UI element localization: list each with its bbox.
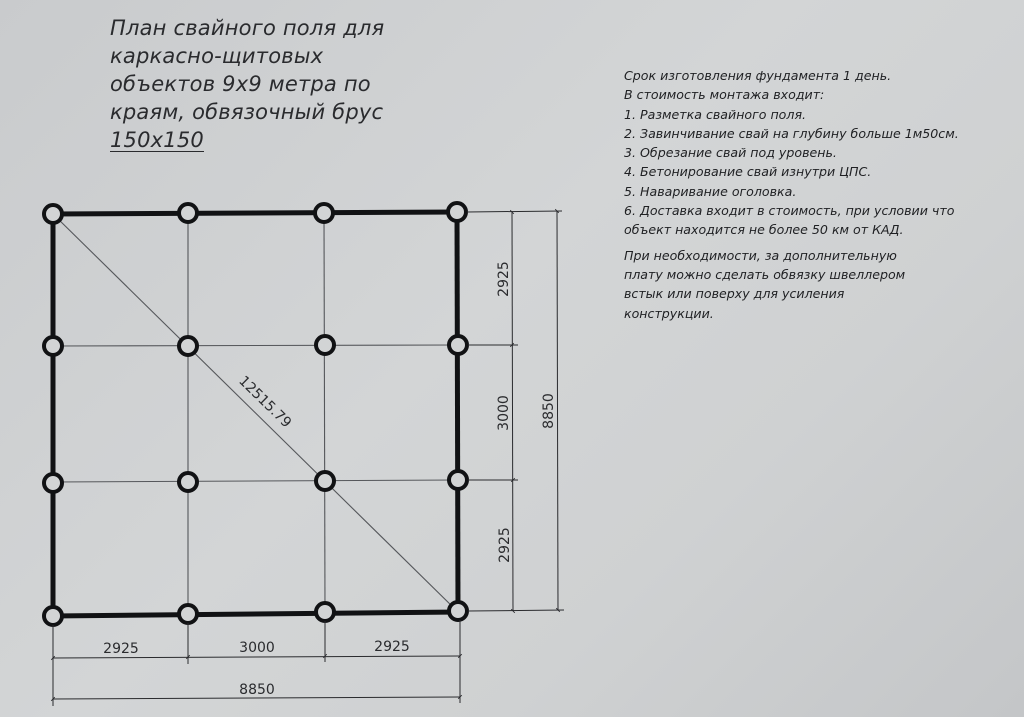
extension-line	[468, 610, 564, 611]
piles	[44, 203, 467, 625]
title-line: каркасно-щитовых	[110, 44, 324, 68]
dim-label-diagonal: 12515.79	[235, 373, 295, 432]
pile	[316, 472, 334, 490]
dim-label-bottom-total: 8850	[239, 682, 275, 698]
note-line: объект находится не более 50 км от КАД.	[624, 222, 904, 238]
dim-label-right-2: 3000	[496, 395, 512, 431]
note-line: Срок изготовления фундамента 1 день.	[624, 68, 892, 83]
grid-line-horizontal	[53, 345, 458, 346]
grid-lines	[53, 213, 458, 614]
note-line: 6. Доставка входит в стоимость, при условии что	[624, 203, 955, 219]
beam-top	[53, 212, 457, 214]
pile	[316, 603, 334, 621]
dim-label-bottom-3: 2925	[374, 639, 410, 655]
note-line: 2. Завинчивание свай на глубину больше 1м50см.	[624, 125, 959, 141]
note-line: В стоимость монтажа входит:	[624, 87, 825, 103]
note-line: 3. Обрезание свай под уровень.	[624, 145, 837, 161]
pile	[448, 203, 466, 221]
pile	[44, 337, 62, 355]
grid-line-horizontal	[53, 480, 458, 482]
grid-line-vertical	[324, 213, 325, 612]
pile	[179, 473, 197, 491]
pile	[179, 605, 197, 623]
pile	[179, 204, 197, 222]
dim-label-right-3: 2925	[497, 527, 513, 563]
beam-bottom	[53, 612, 458, 616]
dim-label-bottom-2: 3000	[239, 640, 275, 656]
pile	[44, 205, 62, 223]
perimeter-beam	[53, 212, 458, 616]
note-extra-line: конструкции.	[624, 305, 714, 321]
title-line: 150х150	[110, 128, 204, 152]
note-line: 4. Бетонирование свай изнутри ЦПС.	[624, 164, 872, 180]
beam-right	[457, 212, 458, 612]
title-line: краям, обвязочный брус	[110, 100, 384, 124]
dim-label-right-total: 8850	[541, 393, 557, 429]
note-extra-line: При необходимости, за дополнительную	[624, 247, 897, 263]
dimension-line-total	[557, 211, 558, 610]
pile	[44, 607, 62, 625]
pile	[316, 336, 334, 354]
note-extra-line: плату можно сделать обвязку швеллером	[624, 266, 906, 282]
pile	[449, 602, 467, 620]
dim-label-right-1: 2925	[496, 261, 512, 297]
title-line: объектов 9х9 метра по	[110, 72, 371, 96]
note-line: 1. Разметка свайного поля.	[624, 106, 807, 122]
title-line: План свайного поля для	[110, 16, 385, 40]
pile	[179, 337, 197, 355]
pile	[315, 204, 333, 222]
extension-line	[467, 211, 562, 212]
diagonal-line	[53, 214, 458, 612]
dim-label-bottom-1: 2925	[103, 641, 139, 657]
pile	[449, 336, 467, 354]
note-extra-line: встык или поверху для усиления	[624, 286, 845, 302]
pile	[44, 474, 62, 492]
pile	[449, 471, 467, 489]
note-line: 5. Наваривание оголовка.	[624, 183, 797, 199]
